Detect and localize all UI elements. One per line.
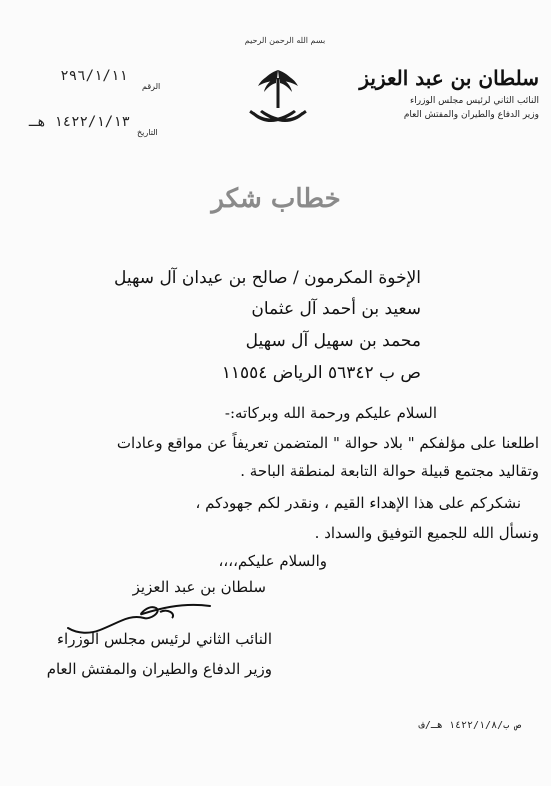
palm-swords-emblem-icon [246, 66, 310, 132]
recipient-line: الإخوة المكرمون / صالح بن عيدان آل سهيل [113, 268, 421, 288]
body-line: وتقاليد مجتمع قبيلة حوالة التابعة لمنطقة الباحة . [240, 462, 539, 480]
basmala: بسم الله الرحمن الرحيم [244, 36, 326, 45]
date-label: التاريخ [137, 128, 158, 137]
date-value: ١٤٢٢/١/١٣ هـ [28, 114, 131, 130]
signatory-title-1: النائب الثاني لرئيس مجلس الوزراء [57, 630, 272, 648]
reference-number: ٢٩٦/١/١١ [60, 68, 128, 84]
recipient-line: سعيد بن أحمد آل عثمان [251, 299, 421, 319]
issuer-name: سلطان بن عبد العزيز [359, 66, 539, 90]
footer-reference-code: ص ب/١٤٢٢/١/٨ هـ/ف [418, 720, 522, 731]
greeting: السلام عليكم ورحمة الله وبركاته:- [224, 404, 437, 422]
letter-title: خطاب شكر [211, 184, 341, 214]
body-line: ونسأل الله للجميع التوفيق والسداد . [314, 524, 539, 542]
issuer-title-2: وزير الدفاع والطيران والمفتش العام [403, 110, 539, 120]
signatory-title-2: وزير الدفاع والطيران والمفتش العام [46, 660, 272, 678]
po-box-address: ص ب ٥٦٣٤٢ الرياض ١١٥٥٤ [221, 363, 421, 383]
body-line: نشكركم على هذا الإهداء القيم ، ونقدر لكم جهودكم ، [195, 494, 521, 512]
recipient-line: محمد بن سهيل آل سهيل [245, 331, 421, 351]
body-line: اطلعنا على مؤلفكم " بلاد حوالة " المتضمن تعريفاً عن مواقع وعادات [116, 434, 539, 452]
signatory-name: سلطان بن عبد العزيز [132, 578, 266, 596]
issuer-title-1: النائب الثاني لرئيس مجلس الوزراء [410, 96, 539, 106]
reference-label: الرقم [142, 82, 161, 91]
closing: والسلام عليكم،،،، [218, 552, 327, 570]
